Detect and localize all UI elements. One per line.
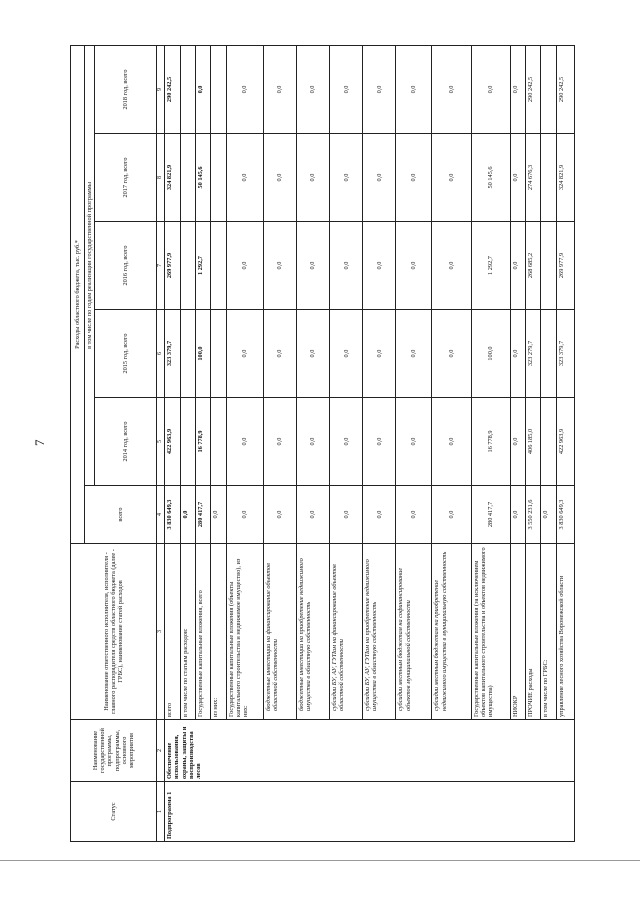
value-cell: 0,0: [330, 134, 363, 222]
value-cell: 0,0: [330, 222, 363, 310]
header-year: 2017 год, всего: [95, 134, 157, 222]
status-cell: Подпрограмма 1: [165, 782, 575, 842]
value-cell: 0,0: [396, 45, 432, 133]
page-number: 7: [32, 439, 47, 446]
value-cell: 323 279,7: [526, 310, 541, 398]
value-cell: 3 550 231,6: [526, 486, 541, 544]
value-cell: 0,0: [263, 222, 296, 310]
budget-table: [70, 45, 575, 842]
value-cell: 0,0: [226, 222, 263, 310]
value-cell: 0,0: [363, 398, 396, 486]
header-in-years: в том числе по годам реализации государственной программы: [85, 45, 95, 485]
row-label: Государственные капитальные вложения, всего: [196, 544, 211, 720]
row-label: всего: [165, 544, 180, 720]
value-cell: 0,0: [363, 310, 396, 398]
value-cell: 290 242,5: [165, 45, 180, 133]
value-cell: 0,0: [363, 486, 396, 544]
value-cell: 0,0: [396, 134, 432, 222]
value-cell: 0,0: [263, 134, 296, 222]
value-cell: 0,0: [510, 45, 525, 133]
value-cell: [541, 134, 556, 222]
table-body: [165, 45, 575, 841]
header-expenses-group: Расходы областного бюджета, тыс. руб.*: [71, 45, 85, 543]
value-cell: 0,0: [510, 134, 525, 222]
value-cell: [211, 310, 226, 398]
value-cell: [211, 398, 226, 486]
row-label: бюджетные инвестиции на приобретение недвижимого имущества в областную собственность: [297, 544, 330, 720]
value-cell: 1 292,7: [196, 222, 211, 310]
value-cell: 274 676,3: [526, 134, 541, 222]
index-cell: 3: [157, 544, 165, 720]
value-cell: 323 379,7: [165, 310, 180, 398]
page-bottom-rule: [0, 860, 640, 861]
value-cell: 0,0: [396, 398, 432, 486]
value-cell: 323 379,7: [556, 310, 574, 398]
value-cell: 100,0: [196, 310, 211, 398]
value-cell: 0,0: [330, 310, 363, 398]
value-cell: 50 145,6: [196, 134, 211, 222]
header-status: Статус: [71, 782, 157, 842]
value-cell: [180, 45, 195, 133]
value-cell: 0,0: [297, 45, 330, 133]
header-year: 2015 год, всего: [95, 310, 157, 398]
value-cell: [180, 134, 195, 222]
value-cell: 0,0: [297, 222, 330, 310]
value-cell: 324 821,9: [165, 134, 180, 222]
row-label: субсидии БУ, АУ, ГУПам на финансирование объектов областной собственности: [330, 544, 363, 720]
value-cell: 0,0: [196, 45, 211, 133]
index-cell: 8: [157, 134, 165, 222]
value-cell: 0,0: [432, 310, 471, 398]
value-cell: 0,0: [226, 398, 263, 486]
row-label: бюджетные инвестиции на финансирование объектов областной собственности: [263, 544, 296, 720]
value-cell: 0,0: [226, 310, 263, 398]
value-cell: 50 145,6: [471, 134, 510, 222]
value-cell: 0,0: [297, 398, 330, 486]
value-cell: 0,0: [363, 134, 396, 222]
row-label: ПРОЧИЕ расходы: [526, 544, 541, 720]
value-cell: [180, 398, 195, 486]
value-cell: [541, 222, 556, 310]
value-cell: 0,0: [263, 310, 296, 398]
header-year: 2016 год, всего: [95, 222, 157, 310]
value-cell: 0,0: [396, 222, 432, 310]
value-cell: 0,0: [180, 486, 195, 544]
value-cell: 0,0: [510, 486, 525, 544]
table-row: [165, 45, 180, 841]
value-cell: 0,0: [432, 398, 471, 486]
header-year: 2018 год, всего: [95, 45, 157, 133]
index-cell: 7: [157, 222, 165, 310]
value-cell: 3 830 649,3: [165, 486, 180, 544]
value-cell: 422 963,9: [165, 398, 180, 486]
value-cell: 0,0: [541, 486, 556, 544]
value-cell: 269 977,9: [165, 222, 180, 310]
row-label: из них:: [211, 544, 226, 720]
value-cell: [541, 398, 556, 486]
program-cell: Обеспечение использования, охраны, защиты и воспроизводства лесов: [165, 720, 575, 782]
value-cell: 0,0: [510, 310, 525, 398]
value-cell: [541, 45, 556, 133]
value-cell: 280 417,7: [471, 486, 510, 544]
value-cell: 0,0: [510, 398, 525, 486]
value-cell: 290 242,5: [556, 45, 574, 133]
header-total: всего: [85, 486, 157, 544]
value-cell: 280 417,7: [196, 486, 211, 544]
row-label: субсидии местным бюджетам на софинансирование объектов муниципальной собственности: [396, 544, 432, 720]
value-cell: 0,0: [263, 398, 296, 486]
value-cell: 0,0: [363, 222, 396, 310]
value-cell: 290 242,5: [526, 45, 541, 133]
index-cell: 9: [157, 45, 165, 133]
value-cell: 268 685,2: [526, 222, 541, 310]
row-label: в том числе по ГРБС:: [541, 544, 556, 720]
value-cell: 0,0: [330, 486, 363, 544]
value-cell: [211, 134, 226, 222]
value-cell: 324 821,9: [556, 134, 574, 222]
value-cell: [180, 310, 195, 398]
value-cell: 0,0: [432, 45, 471, 133]
row-label: в том числе по статьям расходов:: [180, 544, 195, 720]
value-cell: [211, 222, 226, 310]
value-cell: 16 778,9: [196, 398, 211, 486]
value-cell: 0,0: [510, 222, 525, 310]
value-cell: [211, 45, 226, 133]
header-executor: Наименование ответственного исполнителя, исполнителя - главного распорядителя средств областного бюджета (далее - ГРБС), наименование статей расходов: [71, 544, 157, 720]
value-cell: 0,0: [297, 486, 330, 544]
index-cell: 5: [157, 398, 165, 486]
value-cell: 1 292,7: [471, 222, 510, 310]
row-label: управление лесного хозяйства Воронежской области: [556, 544, 574, 720]
value-cell: 100,0: [471, 310, 510, 398]
value-cell: 0,0: [226, 486, 263, 544]
value-cell: 0,0: [432, 134, 471, 222]
header-year: 2014 год, всего: [95, 398, 157, 486]
value-cell: 422 963,9: [556, 398, 574, 486]
value-cell: [541, 310, 556, 398]
value-cell: 0,0: [330, 398, 363, 486]
row-label: НИОКР: [510, 544, 525, 720]
value-cell: 0,0: [297, 310, 330, 398]
index-cell: 6: [157, 310, 165, 398]
budget-table-rotated: [70, 46, 575, 842]
value-cell: [180, 222, 195, 310]
value-cell: 0,0: [432, 486, 471, 544]
value-cell: 0,0: [226, 45, 263, 133]
value-cell: 0,0: [226, 134, 263, 222]
value-cell: 16 778,9: [471, 398, 510, 486]
value-cell: 0,0: [211, 486, 226, 544]
value-cell: 0,0: [263, 45, 296, 133]
header-program-name: Наименование государственной программы, подпрограммы, основного мероприятия: [71, 720, 157, 782]
index-cell: 1: [157, 782, 165, 842]
value-cell: 0,0: [396, 310, 432, 398]
row-label: субсидии местным бюджетам на приобретение недвижимого имущества в муниципальную собственность: [432, 544, 471, 720]
value-cell: 0,0: [432, 222, 471, 310]
index-cell: 4: [157, 486, 165, 544]
value-cell: 269 977,9: [556, 222, 574, 310]
value-cell: 0,0: [330, 45, 363, 133]
row-label: Государственные капитальные вложения (за исключением объектов капитального строительства и объектов недвижимого имущества): [471, 544, 510, 720]
value-cell: 0,0: [363, 45, 396, 133]
row-label: субсидии БУ, АУ, ГУПам на приобретение недвижимого имущества в областную собственность: [363, 544, 396, 720]
value-cell: 0,0: [396, 486, 432, 544]
value-cell: 3 830 649,3: [556, 486, 574, 544]
row-label: Государственные капитальные вложения (объекты капитального строительства и недвижимое имущество), из них:: [226, 544, 263, 720]
index-cell: 2: [157, 720, 165, 782]
value-cell: 0,0: [471, 45, 510, 133]
value-cell: 0,0: [297, 134, 330, 222]
value-cell: 0,0: [263, 486, 296, 544]
value-cell: 406 185,0: [526, 398, 541, 486]
